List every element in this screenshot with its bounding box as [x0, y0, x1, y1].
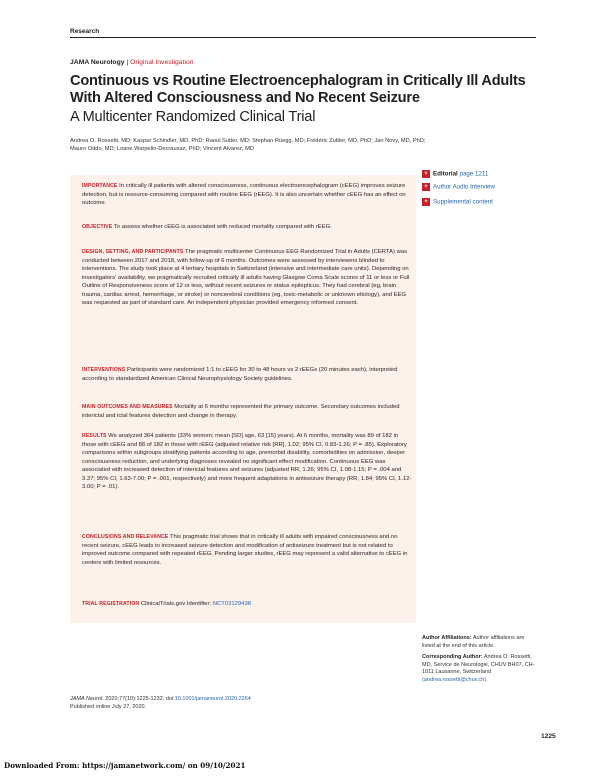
- interventions-heading: INTERVENTIONS: [82, 367, 126, 373]
- interventions-text: Participants were randomized 1:1 to cEEG for 30 to 48 hours vs 2 rEEGs (20 minutes each), interpreted according to standardized American Clinical Neurophysiology Society guidelines.: [82, 367, 398, 382]
- abstract-objective: [82, 223, 412, 232]
- editorial-page-link[interactable]: page 1211: [459, 170, 489, 178]
- audio-icon: +: [422, 183, 430, 191]
- affiliations-text: Author affiliations are listed at the end of this article.: [422, 635, 525, 649]
- editorial-label: Editorial: [433, 170, 458, 178]
- journal-name: JAMA Neurology: [70, 59, 125, 66]
- abstract-registration: [82, 600, 412, 609]
- objective-heading: OBJECTIVE: [82, 224, 113, 230]
- journal-separator: |: [126, 59, 129, 66]
- author-list: Andrea O. Rossetti, MD; Kaspar Schindler, MD, PhD; Raoul Sutter, MD; Stephan Rüegg, MD; Frédéric Zubler, MD, PhD; Jan Novy, MD, PhD; Mauro Oddo, MD; Loane Warpelin-Decrausaz, PhD; Vincent Alvarez, MD: [70, 138, 426, 153]
- doi-link[interactable]: 10.1001/jamaneurol.2020.2264: [174, 696, 251, 702]
- audio-interview-link[interactable]: [422, 183, 495, 192]
- corresponding-text: Andrea O. Rossetti, MD, Service de Neurologie, CHUV BH07, CH-1011 Lausanne, Switzerland: [422, 654, 535, 675]
- conclusions-text: This pragmatic trial shows that in critically ill adults with impaired consciousness and no recent seizure, cEEG leads to increased seizure detection and modification of antiseizure treatment but is not related to improved outcome compared with repeated rEEG. Pending larger studies, rEEG may represent a valid alternative to cEEG in centers with limited resources.: [82, 534, 408, 566]
- affiliations-heading: Author Affiliations:: [422, 635, 472, 641]
- audio-label[interactable]: Author Audio Interview: [433, 183, 495, 191]
- affiliations-block: [422, 635, 536, 684]
- header-rule: [70, 37, 536, 38]
- conclusions-heading: CONCLUSIONS AND RELEVANCE: [82, 534, 169, 540]
- page-number: 1225: [541, 733, 556, 740]
- citation-text: 2020;77(10):1225-1232. doi:: [105, 696, 175, 702]
- importance-heading: IMPORTANCE: [82, 183, 118, 189]
- supplemental-content-link[interactable]: [422, 198, 493, 207]
- supplemental-label[interactable]: Supplemental content: [433, 198, 493, 206]
- editorial-icon: +: [422, 170, 430, 178]
- supplemental-icon: +: [422, 198, 430, 206]
- article-subtitle: A Multicenter Randomized Clinical Trial: [70, 109, 316, 125]
- editorial-link[interactable]: [422, 170, 488, 179]
- abstract-outcomes: [82, 403, 412, 420]
- objective-text: To assess whether cEEG is associated with reduced mortality compared with rEEG.: [113, 224, 332, 230]
- abstract-results: [82, 432, 412, 492]
- importance-text: In critically ill patients with altered consciousness, continuous electroencephalogram (cEEG) improves seizure detection, but is resource-consuming compared with routine EEG (rEEG). It is also uncertain whether cEEG has an effect on outcome.: [82, 183, 406, 206]
- abstract-interventions: [82, 366, 412, 383]
- registration-heading: TRIAL REGISTRATION: [82, 601, 140, 607]
- abstract-importance: [82, 182, 412, 208]
- journal-line: [70, 59, 194, 66]
- citation-journal: JAMA Neurol.: [70, 696, 104, 702]
- corresponding-email[interactable]: (andrea.rossetti@chuv.ch).: [422, 676, 488, 683]
- design-text: The pragmatic multicenter Continuous EEG Randomized Trial in Adults (CERTA) was conducted between 2017 and 2018, with follow-up of 6 months. Outcomes were assessed by interviewers blinded to interventions. The study took place at 4 tertiary hospitals in Switzerland (intensive and intermediate care units). Depending on investigators' availability, we pragmatically recruited critically ill adults having Glasgow Coma Scale scores of 11 or less or Full Outline of Responsiveness score of 12 or less, without recent seizures or status epilepticus. They had cerebral (eg, brain trauma, cardiac arrest, hemorrhage, or stroke) or noncerebral conditions (eg, toxic-metabolic or unknown etiology), and EEG was requested as part of standard care. An independent physician provided emergency informed consent.: [82, 249, 410, 306]
- download-banner: Downloaded From: https://jamanetwork.com/ on 09/10/2021: [4, 761, 246, 770]
- abstract-box: [70, 175, 416, 623]
- abstract-conclusions: [82, 533, 412, 567]
- article-title: Continuous vs Routine Electroencephalogram in Critically Ill Adults With Altered Consciousness and No Recent Seizure: [70, 73, 526, 106]
- trial-id-link[interactable]: NCT03129438: [212, 601, 252, 607]
- citation-block: [70, 696, 370, 711]
- results-heading: RESULTS: [82, 433, 107, 439]
- published-date: Published online July 27, 2020.: [70, 703, 147, 710]
- corresponding-heading: Corresponding Author:: [422, 654, 483, 660]
- article-category: Original Investigation: [130, 59, 194, 66]
- results-text: We analyzed 364 patients (33% women; mean [SD] age, 63 [15] years). At 6 months, mortality was 89 of 182 in those with cEEG and 88 of 182 in those with rEEG (adjusted relative risk [RR], 1.02; 95% CI, 0.83-1.26; P = .85). Exploratory comparisons within subgroups stratifying patients according to age, premorbid disability, comorbidities on admission, deeper consciousness reduction, and underlying diagnoses revealed no significant effect modification. Continuous EEG was associated with increased detection of interictal features and seizures (adjusted RR, 1.26; 95% CI, 1.08-1.15; P = .004 and 3.37; 95% CI, 1.63-7.00; P = .001, respectively) and more frequent adaptations in antiseizure therapy (RR, 1.84; 95% CI, 1.12-3.00; P = .01).: [82, 433, 412, 490]
- outcomes-text: Mortality at 6 months represented the primary outcome. Secondary outcomes included interictal and ictal features detection and change in therapy.: [82, 404, 400, 419]
- outcomes-heading: MAIN OUTCOMES AND MEASURES: [82, 404, 173, 410]
- section-label: Research: [70, 28, 100, 35]
- registration-text: ClinicalTrials.gov Identifier:: [140, 601, 212, 607]
- design-heading: DESIGN, SETTING, AND PARTICIPANTS: [82, 249, 184, 255]
- abstract-design: [82, 248, 412, 308]
